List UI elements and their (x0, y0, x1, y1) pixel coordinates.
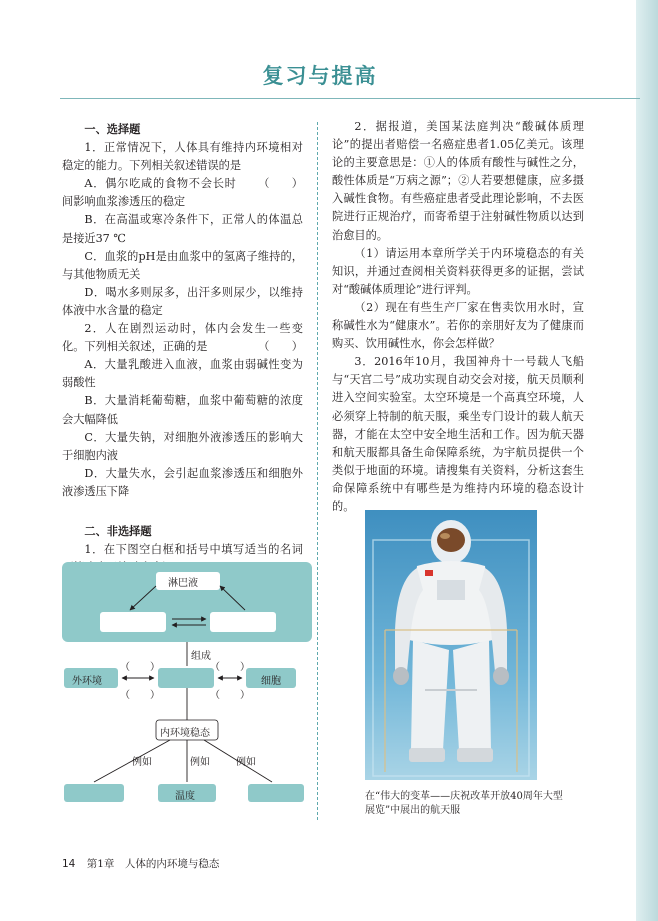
compose-label: 组成 (191, 651, 211, 662)
chapter-label: 第1章 人体的内环境与稳态 (86, 858, 220, 870)
blank-box-bottom-left (64, 784, 124, 802)
question-2-option-c: C．大量失钠，对细胞外液渗透压的影响大于细胞内液 (62, 430, 303, 462)
question-2 (62, 320, 303, 356)
nonchoice-question-2: 2．据报道，美国某法庭判决“酸碱体质理论”的提出者赔偿一名癌症患者1.05亿美元。该理论的主要意思是：①人的体质有酸性与碱性之分，酸性体质是“万病之源”；②人若要想健康，应多摄入碱性食物。有些癌症患者受此理论影响，不去医院进行正规治疗，而寄希望于注射碱性物质以达到治愈目的。 (332, 120, 584, 242)
left-column (62, 118, 303, 577)
question-1-option-d: D．喝水多则尿多，出汗多则尿少，以维持体液中水含量的稳定 (62, 285, 303, 317)
bracket-right-lower: （ ） (210, 690, 250, 701)
spacesuit-photo (365, 510, 537, 780)
question-1-stem: 1．正常情况下，人体具有维持内环境相对稳定的能力。下列相关叙述错误的是 (62, 141, 303, 173)
cell-label: 细胞 (261, 676, 281, 687)
nonchoice-question-3: 3．2016年10月，我国神舟十一号载人飞船与“天宫二号”成功实现自动交会对接，航天员顺利进入空间实验室。太空环境是一个高真空环境，人必须穿上特制的航天服，乘坐专门设计的载人航天器，才能在太空中安全地生活和工作。因为航天器和航天服都具备生命保障系统，为宇航员提供一个类似于地面的环境。请搜集有关资料，分析这套生命保障系统中有哪些是为维持内环境的稳态设计的。 (332, 355, 584, 513)
outer-environment-label: 外环境 (72, 676, 102, 687)
nonchoice-question-2-part-1: （1）请运用本章所学关于内环境稳态的有关知识，并通过查阅相关资料获得更多的证据，尝试对“酸碱体质理论”进行评判。 (332, 246, 584, 296)
question-2-option-a: A．大量乳酸进入血液，血浆由弱碱性变为弱酸性 (62, 358, 303, 390)
photo-caption: 在“伟大的变革——庆祝改革开放40周年大型展览”中展出的航天服 (365, 791, 563, 816)
section-heading-nonchoice: 二、非选择题 (84, 524, 152, 538)
question-2-stem: 2．人在剧烈运动时，体内会发生一些变化。下列相关叙述，正确的是 (62, 322, 303, 354)
question-1-option-c: C．血浆的pH是由血浆中的氢离子维持的，与其他物质无关 (62, 249, 303, 281)
bracket-right: （ ） (210, 662, 250, 673)
question-1-option-a: A．偶尔吃咸的食物不会长时间影响血浆渗透压的稳定 (62, 177, 236, 209)
blank-box-left (100, 612, 166, 632)
right-column (332, 118, 584, 516)
example-label-left: 例如 (132, 757, 152, 768)
title-rule (60, 98, 640, 99)
temperature-label: 温度 (175, 791, 195, 802)
lymph-label: 淋巴液 (168, 578, 198, 589)
question-1-option-b: B．在高温或寒冷条件下，正常人的体温总是接近37 ℃ (62, 213, 303, 245)
page-title: 复习与提高 (262, 64, 378, 88)
example-label-center: 例如 (190, 757, 210, 768)
question-1 (62, 139, 303, 191)
nonchoice-question-1: 1．在下图空白框和括号中填写适当的名词 (84, 543, 303, 557)
page-footer (62, 856, 219, 871)
section-heading-choice: 一、选择题 (84, 123, 141, 136)
question-2-paren: （ ） (258, 340, 303, 354)
bracket-left-lower: （ ） (120, 690, 160, 701)
question-1-paren: （ ） (258, 177, 303, 191)
blank-box-right (210, 612, 276, 632)
homeostasis-diagram (60, 560, 320, 810)
question-2-option-b: B．大量消耗葡萄糖，血浆中葡萄糖的浓度会大幅降低 (62, 394, 303, 426)
page-number: 14 (62, 858, 76, 870)
example-label-right: 例如 (236, 757, 256, 768)
blank-box-center (158, 668, 214, 688)
question-2-option-d: D．大量失水，会引起血浆渗透压和细胞外液渗透压下降 (62, 466, 303, 498)
homeostasis-label: 内环境稳态 (160, 728, 210, 739)
nonchoice-question-2-part-2: （2）现在有些生产厂家在售卖饮用水时，宣称碱性水为“健康水”。若你的亲朋好友为了健康而购买、饮用碱性水，你会怎样做？ (332, 300, 584, 351)
bracket-left: （ ） (120, 662, 160, 673)
blank-box-bottom-right (248, 784, 304, 802)
page-edge-tab (636, 0, 658, 921)
